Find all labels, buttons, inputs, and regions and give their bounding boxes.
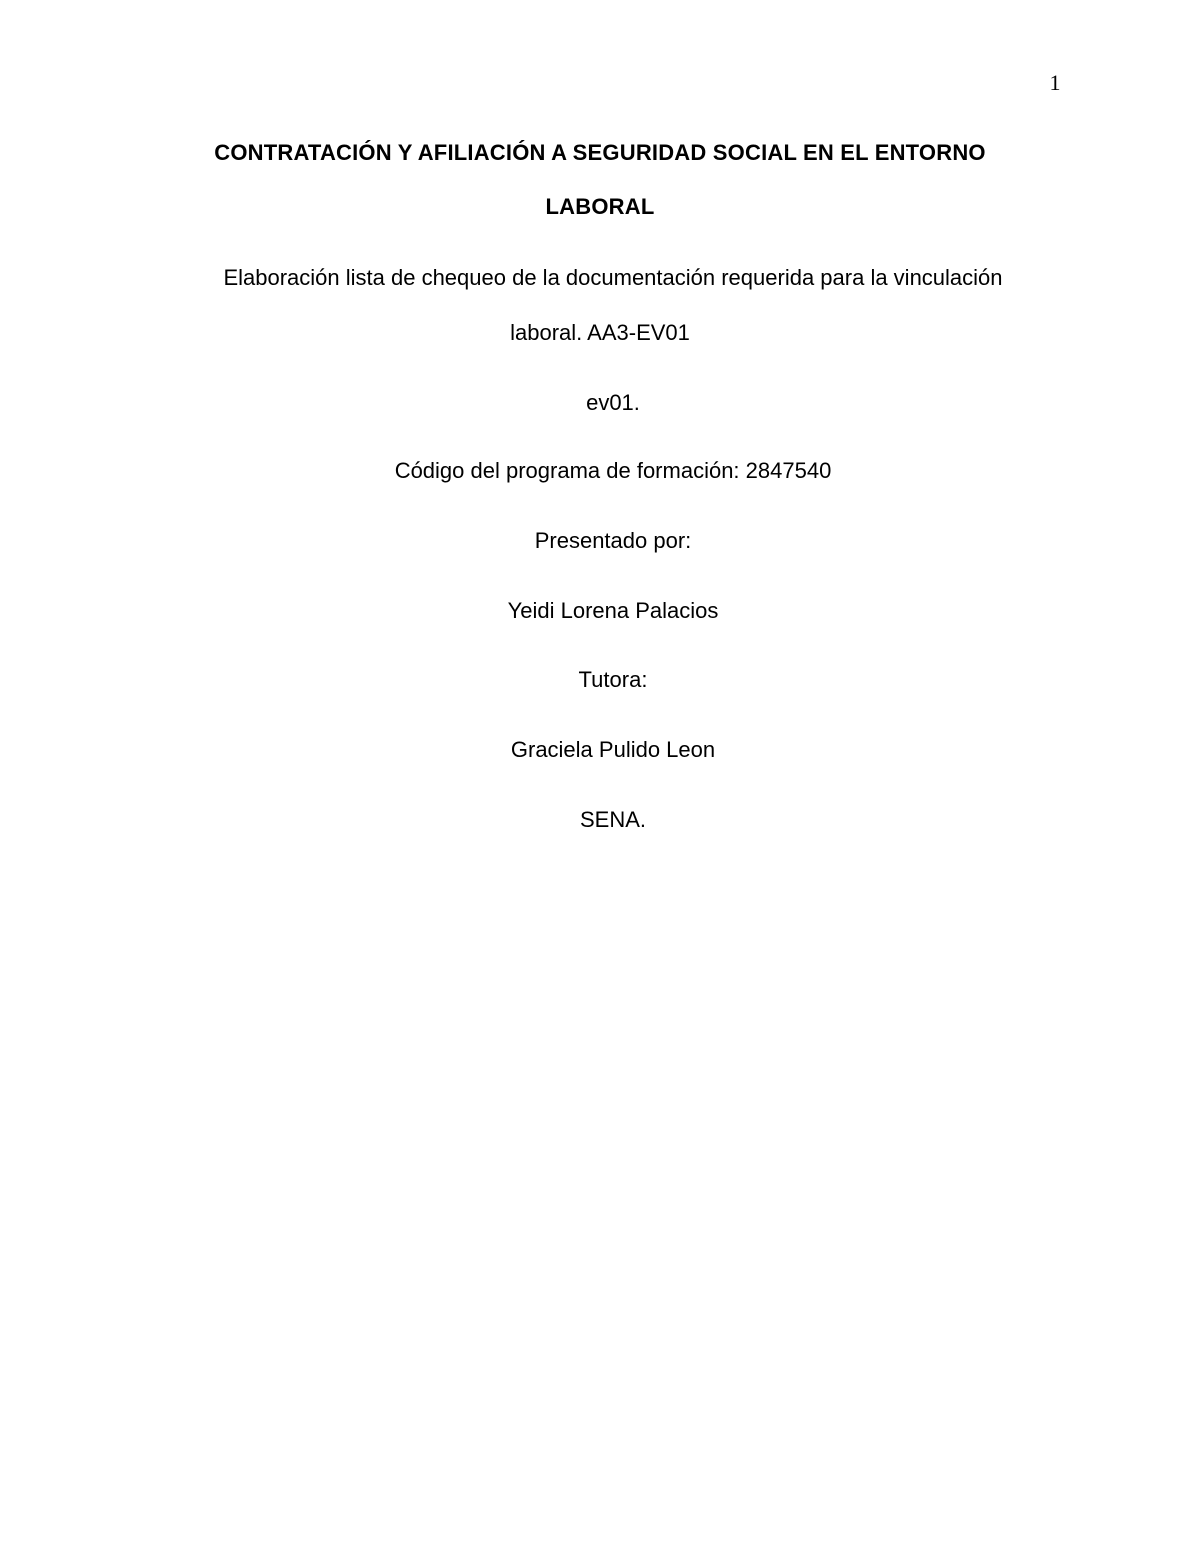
evidence-code: ev01. (586, 390, 640, 415)
institution-name: SENA. (579, 807, 647, 832)
tutor-name: Graciela Pulido Leon (510, 737, 716, 762)
subtitle-line-2: laboral. AA3-EV01 (510, 320, 690, 345)
author-name: Yeidi Lorena Palacios (507, 598, 719, 623)
document-title-line-1: CONTRATACIÓN Y AFILIACIÓN A SEGURIDAD SOCIAL EN EL ENTORNO (214, 140, 986, 165)
document-title-line-2: LABORAL (545, 194, 655, 219)
subtitle-line-1: Elaboración lista de chequeo de la documentación requerida para la vinculación (223, 265, 1003, 290)
presented-by-label: Presentado por: (534, 528, 692, 553)
tutor-label: Tutora: (578, 667, 648, 692)
page-number: 1 (1049, 70, 1061, 95)
program-code: Código del programa de formación: 2847540 (394, 458, 832, 483)
